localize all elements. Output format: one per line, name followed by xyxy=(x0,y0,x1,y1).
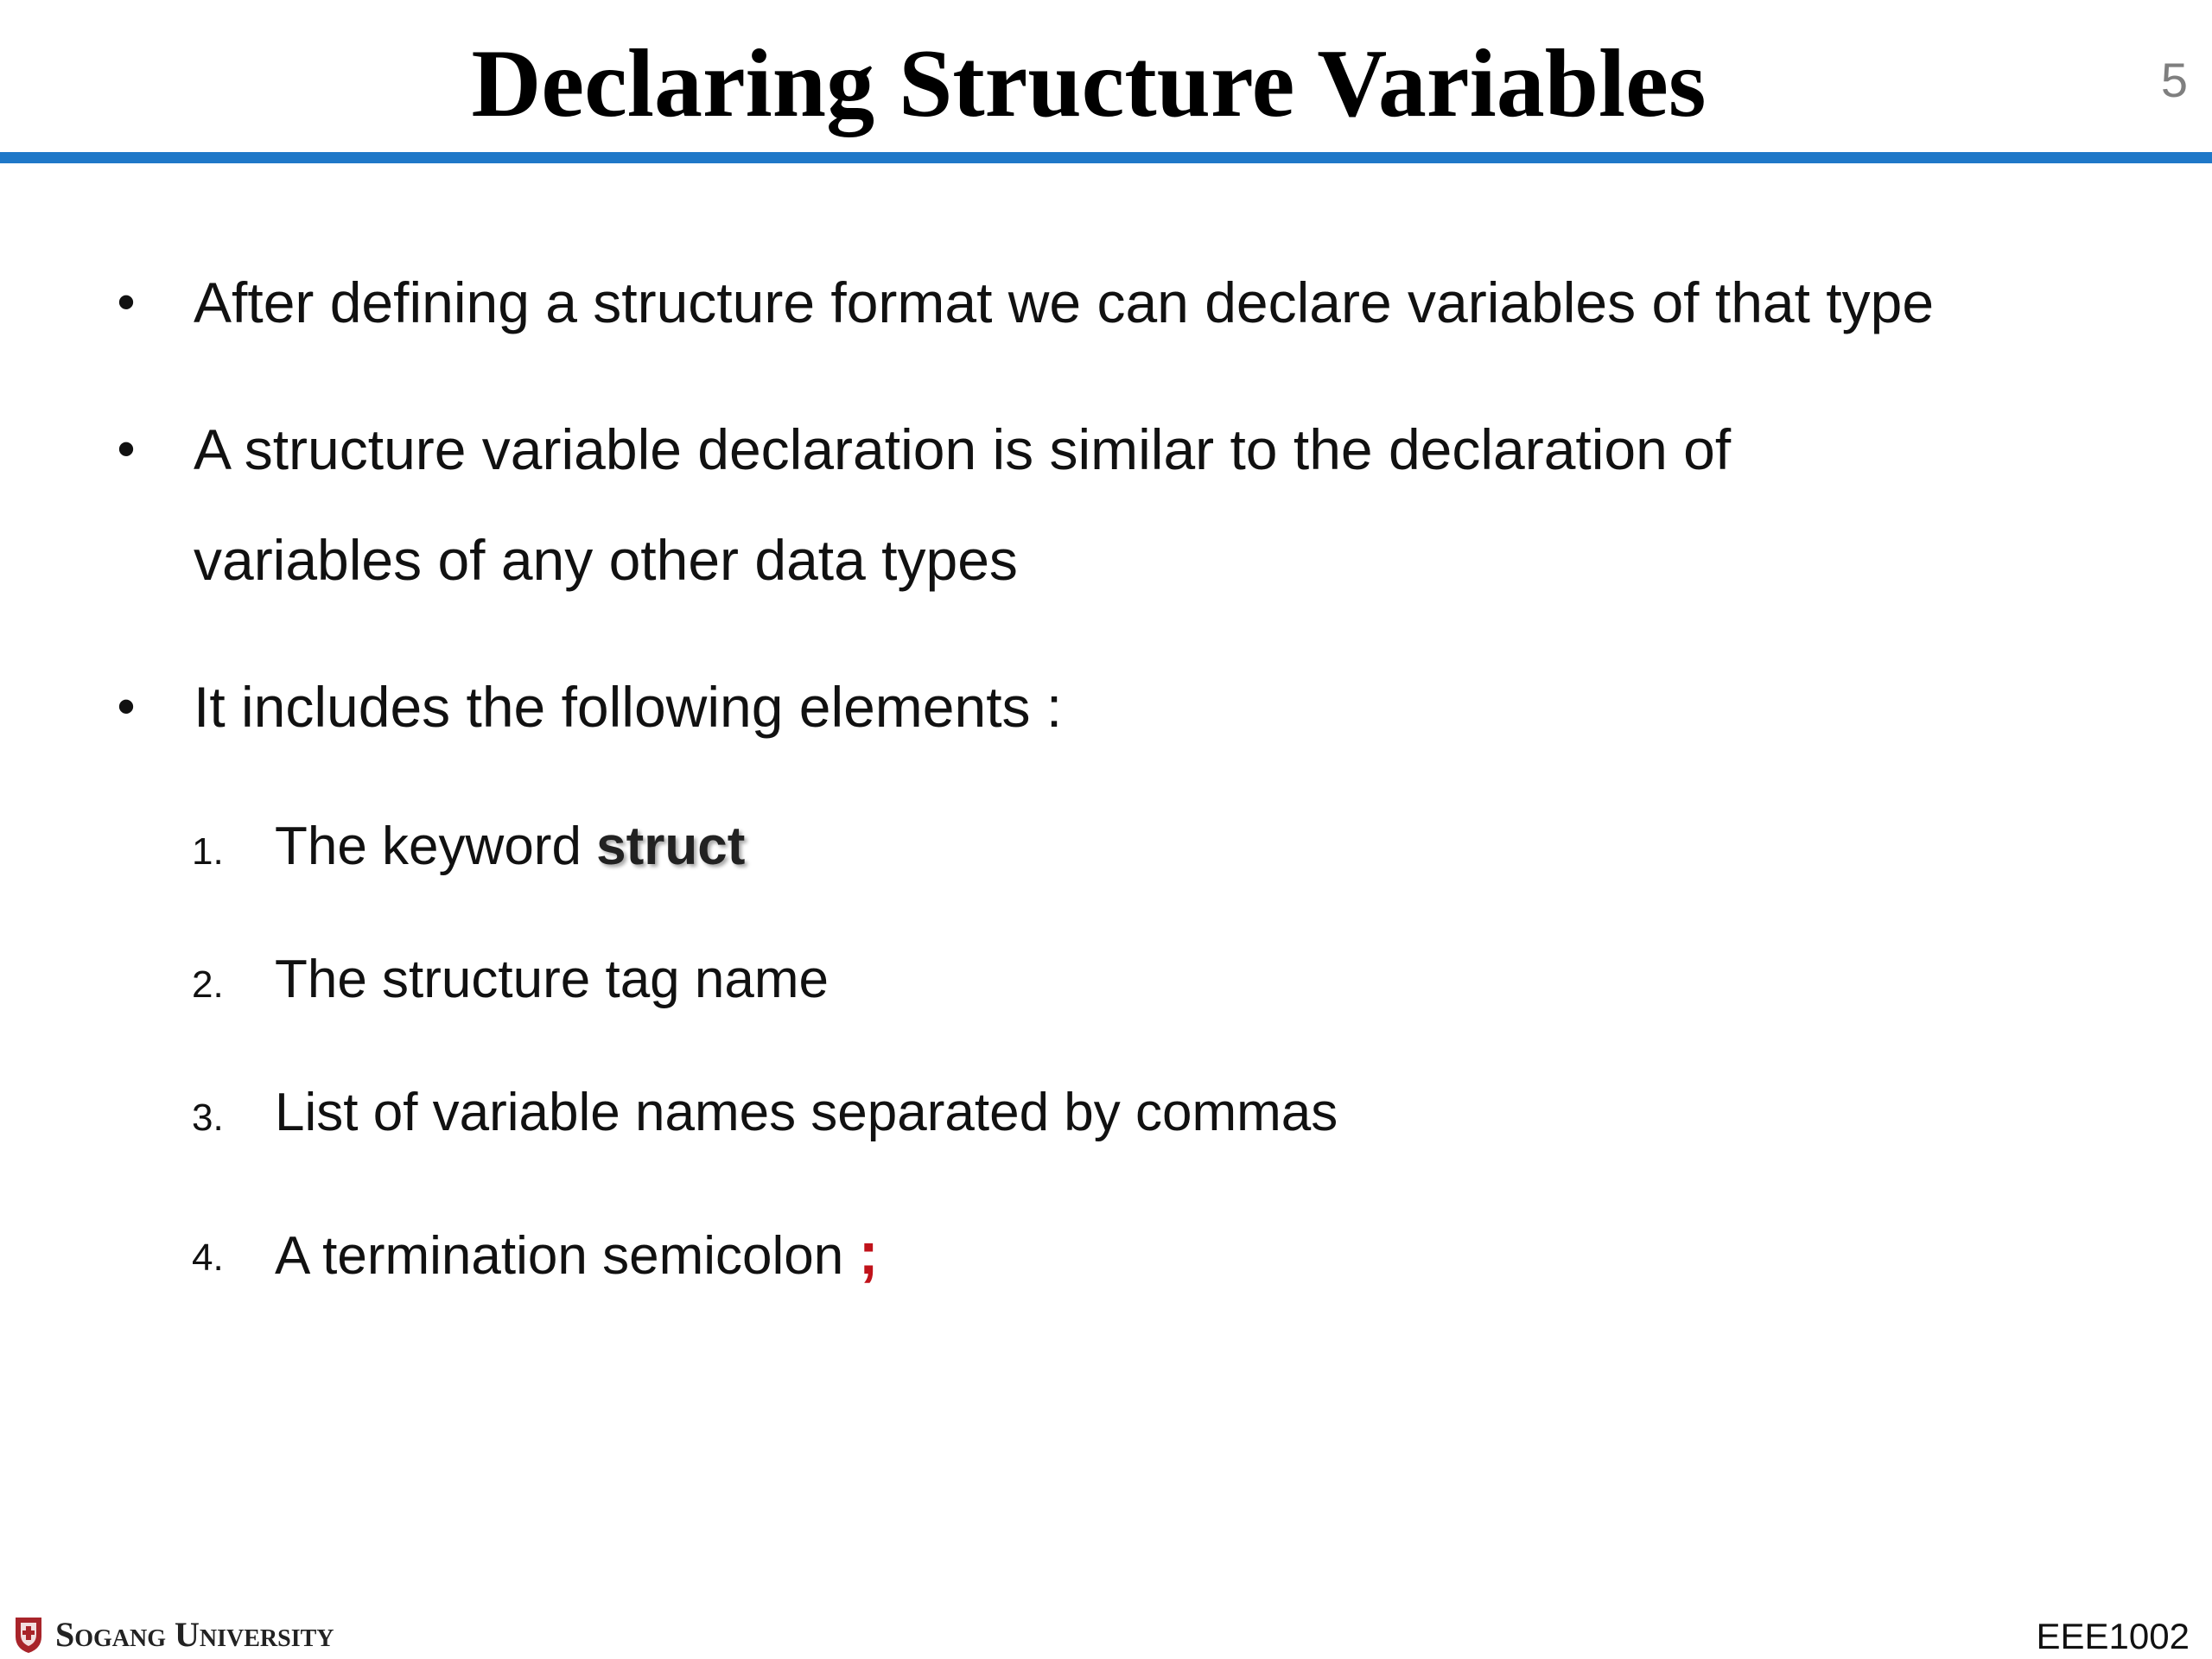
page-number: 5 xyxy=(2160,53,2188,107)
numbered-item-number: 1. xyxy=(192,830,224,873)
bullet-dot-icon: • xyxy=(117,677,136,735)
university-crest-icon xyxy=(12,1614,45,1654)
numbered-item-number: 2. xyxy=(192,963,224,1006)
bullet-text: After defining a structure format we can declare variables of that type xyxy=(194,270,1935,334)
numbered-item-text: The structure tag name xyxy=(275,950,829,1009)
bullet-text: It includes the following elements : xyxy=(194,675,1063,739)
bullet-text: A structure variable declaration is similar to the declaration of xyxy=(194,417,1732,481)
numbered-item-number: 3. xyxy=(192,1096,224,1139)
numbered-item-label: The keyword xyxy=(275,817,597,876)
bullet-text-continuation: variables of any other data types xyxy=(194,528,1018,592)
slide-title: Declaring Structure Variables xyxy=(471,30,1707,137)
title-divider xyxy=(0,152,2212,163)
numbered-item-label: A termination semicolon xyxy=(275,1226,859,1286)
numbered-item-number: 4. xyxy=(192,1236,224,1279)
numbered-item-text: List of variable names separated by commas xyxy=(275,1083,1338,1142)
course-code: EEE1002 xyxy=(2036,1616,2190,1656)
semicolon-keyword: ; xyxy=(858,1219,879,1287)
bullet-dot-icon: • xyxy=(117,420,136,478)
struct-keyword: struct xyxy=(596,817,746,876)
university-logo xyxy=(12,1612,334,1656)
bullet-dot-icon: • xyxy=(117,273,136,331)
university-name: Sogang University xyxy=(55,1614,334,1654)
numbered-item-text xyxy=(275,804,745,890)
numbered-item-text xyxy=(275,1210,879,1300)
